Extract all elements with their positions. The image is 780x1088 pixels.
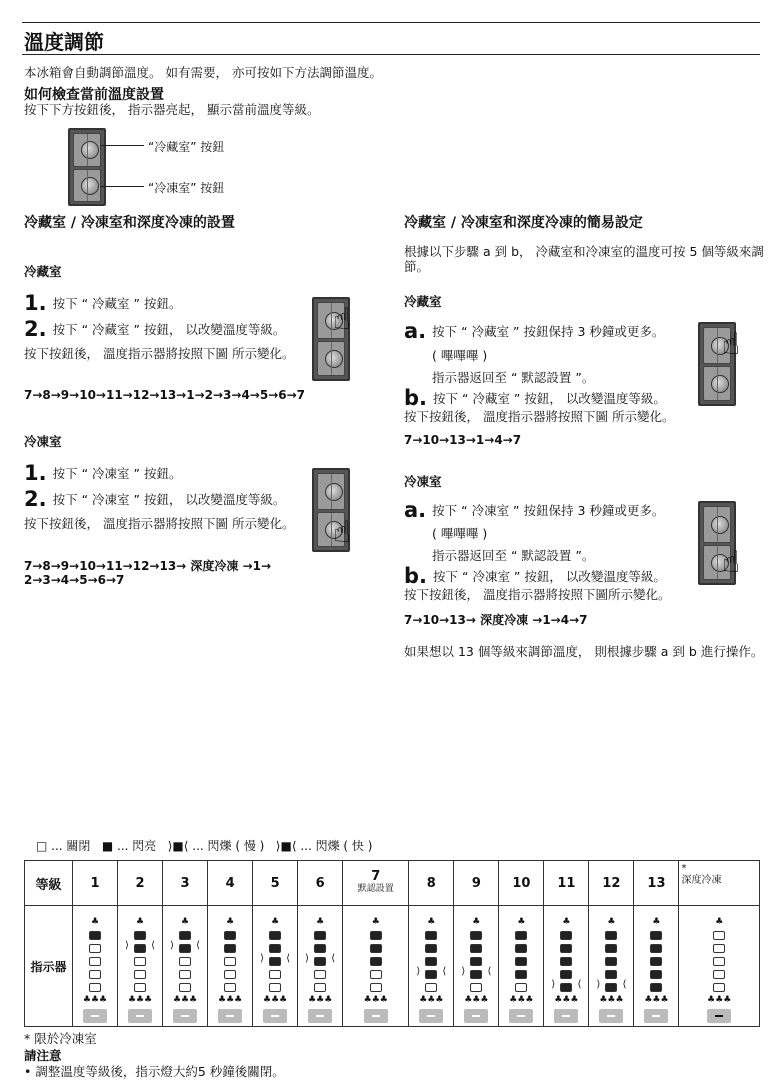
level-cell: 10: [499, 861, 544, 906]
hand-press-icon: ☝: [722, 327, 741, 362]
indicator-cell: ♣ ⟩ ⟨ ♣♣♣: [118, 906, 163, 1027]
legend-off: □ ... 關閉: [36, 839, 91, 853]
deep-label: 深度冷凍: [681, 875, 722, 886]
legend-fast: ⟩■⟨ ... 閃爍 ( 快 ): [275, 839, 373, 853]
title-rule: [22, 54, 760, 55]
indicator-cell: ♣ ⟩ ⟨ ♣♣♣: [163, 906, 208, 1027]
level-cell-deep: * 深度冷凍: [679, 861, 760, 906]
right-freezer-note: 按下按鈕後， 溫度指示器將按照下圖所示變化。: [404, 587, 671, 602]
left-freezer-heading: 冷凍室: [24, 434, 62, 449]
level-cell: 12: [589, 861, 634, 906]
indicator-cell: ♣ ⟩ ⟨ ♣♣♣: [544, 906, 589, 1027]
fridge-door: [317, 473, 345, 510]
level-cell: 11: [544, 861, 589, 906]
left-fridge-step1: 1. 按下 “ 冷藏室 ” 按鈕。: [24, 291, 182, 315]
right-freezer-heading: 冷凍室: [404, 474, 442, 489]
freezer-button-label: “冷凍室” 按鈕: [148, 181, 225, 195]
page-title: 溫度調節: [24, 30, 104, 54]
left-freezer-step2: 2. 按下 “ 冷凍室 ” 按鈕， 以改變溫度等級。: [24, 487, 286, 511]
right-freezer-sequence: 7→10→13→ 深度冷凍 →1→4→7: [404, 613, 588, 627]
right-freezer-a: a. 按下 “ 冷凍室 ” 按鈕保持 3 秒鐘或更多。: [404, 498, 665, 522]
check-text: 按下下方按鈕後， 指示器亮起， 顯示當前溫度等級。: [24, 102, 320, 117]
indicator-cell: ♣ ⟩ ⟨ ♣♣♣: [253, 906, 298, 1027]
indicator-cell: ♣ ♣♣♣: [343, 906, 409, 1027]
indicator-cell: ♣ ♣♣♣: [208, 906, 253, 1027]
legend: [36, 837, 372, 854]
right-fridge-return: 指示器返回至 “ 默認設置 ”。: [432, 370, 595, 385]
right-heading: 冷藏室 / 冷凍室和深度冷凍的簡易設定: [404, 215, 643, 231]
left-fridge-step2: 2. 按下 “ 冷藏室 ” 按鈕， 以改變溫度等級。: [24, 317, 286, 341]
level-table: [24, 860, 760, 1027]
left-freezer-step1: 1. 按下 “ 冷凍室 ” 按鈕。: [24, 461, 182, 485]
right-fridge-beep: ( 嗶嗶嗶 ): [432, 348, 488, 363]
indicator-cell: ♣ ⟩ ⟨ ♣♣♣: [298, 906, 343, 1027]
intro-text: 本冰箱會自動調節溫度。 如有需要， 亦可按如下方法調節溫度。: [24, 65, 382, 80]
left-fridge-note: 按下按鈕後， 溫度指示器將按照下圖 所示變化。: [24, 346, 295, 361]
caution-heading: 請注意: [24, 1048, 62, 1063]
level-cell: 3: [163, 861, 208, 906]
indicator-label: 指示器: [25, 906, 73, 1027]
indicator-cell: ♣ ⟩ ⟨ ♣♣♣: [589, 906, 634, 1027]
left-fridge-sequence: 7→8→9→10→11→12→13→1→2→3→4→5→6→7: [24, 388, 306, 402]
freezer-door: [703, 366, 731, 401]
fridge-diagram: [68, 128, 106, 206]
right-intro: 根據以下步驟 a 到 b， 冷藏室和冷凍室的溫度可按 5 個等級來調節。: [404, 244, 764, 274]
footnote: * 限於冷凍室: [24, 1031, 97, 1046]
left-fridge-heading: 冷藏室: [24, 264, 62, 279]
level-label: 等級: [25, 861, 73, 906]
check-heading: 如何檢查當前溫度設置: [24, 87, 164, 103]
indicator-cell: ♣ ♣♣♣: [499, 906, 544, 1027]
legend-slow: ⟩■⟨ ... 閃爍 ( 慢 ): [167, 839, 265, 853]
left-freezer-sequence-2: 2→3→4→5→6→7: [24, 573, 125, 587]
indicator-cell: ♣ ⟩ ⟨ ♣♣♣: [454, 906, 499, 1027]
level-cell: 5: [253, 861, 298, 906]
hand-press-icon: ☝: [333, 302, 352, 337]
right-outro: 如果想以 13 個等級來調節溫度， 則根據步驟 a 到 b 進行操作。: [404, 644, 764, 659]
level-cell: 6: [298, 861, 343, 906]
left-freezer-note: 按下按鈕後， 溫度指示器將按照下圖 所示變化。: [24, 516, 295, 531]
right-fridge-sequence: 7→10→13→1→4→7: [404, 433, 522, 447]
level-cell: 8: [409, 861, 454, 906]
level-cell: 1: [73, 861, 118, 906]
right-fridge-b: b. 按下 “ 冷藏室 ” 按鈕， 以改變溫度等級。: [404, 386, 666, 410]
right-freezer-b: b. 按下 “ 冷凍室 ” 按鈕， 以改變溫度等級。: [404, 564, 666, 588]
left-freezer-sequence-1: 7→8→9→10→11→12→13→ 深度冷凍 →1→: [24, 559, 272, 573]
left-heading: 冷藏室 / 冷凍室和深度冷凍的設置: [24, 215, 235, 231]
indicator-cell: ♣ ♣♣♣: [634, 906, 679, 1027]
level-cell: 2: [118, 861, 163, 906]
right-fridge-heading: 冷藏室: [404, 294, 442, 309]
hand-press-icon: ☝: [722, 545, 741, 580]
callout-line: [100, 186, 144, 187]
hand-press-icon: ☝: [333, 515, 352, 550]
indicator-row: [25, 906, 760, 1027]
caution-text: • 調整溫度等級後，指示燈大約5 秒鐘後關閉。: [24, 1064, 285, 1079]
right-fridge-note: 按下按鈕後， 溫度指示器將按照下圖 所示變化。: [404, 409, 675, 424]
legend-on: ■ ... 閃亮: [101, 839, 157, 853]
right-fridge-a: a. 按下 “ 冷藏室 ” 按鈕保持 3 秒鐘或更多。: [404, 319, 665, 343]
indicator-cell: ♣ ⟩ ⟨ ♣♣♣: [409, 906, 454, 1027]
default-label: 默認設置: [357, 884, 394, 894]
indicator-cell: ♣ ♣♣♣: [73, 906, 118, 1027]
right-freezer-return: 指示器返回至 “ 默認設置 ”。: [432, 548, 595, 563]
fridge-door: [73, 133, 101, 167]
indicator-cell: ♣ ♣♣♣: [679, 906, 760, 1027]
callout-line: [100, 145, 144, 146]
level-cell: 4: [208, 861, 253, 906]
right-freezer-beep: ( 嗶嗶嗶 ): [432, 526, 488, 541]
freezer-door: [317, 341, 345, 376]
level-cell-default: 7 默認設置: [343, 861, 409, 906]
fridge-button-label: “冷藏室” 按鈕: [148, 140, 225, 154]
level-cell: 13: [634, 861, 679, 906]
freezer-door: [73, 169, 101, 202]
level-cell: 9: [454, 861, 499, 906]
level-header-row: [25, 861, 760, 906]
fridge-door: [703, 506, 731, 543]
top-rule: [22, 22, 760, 23]
